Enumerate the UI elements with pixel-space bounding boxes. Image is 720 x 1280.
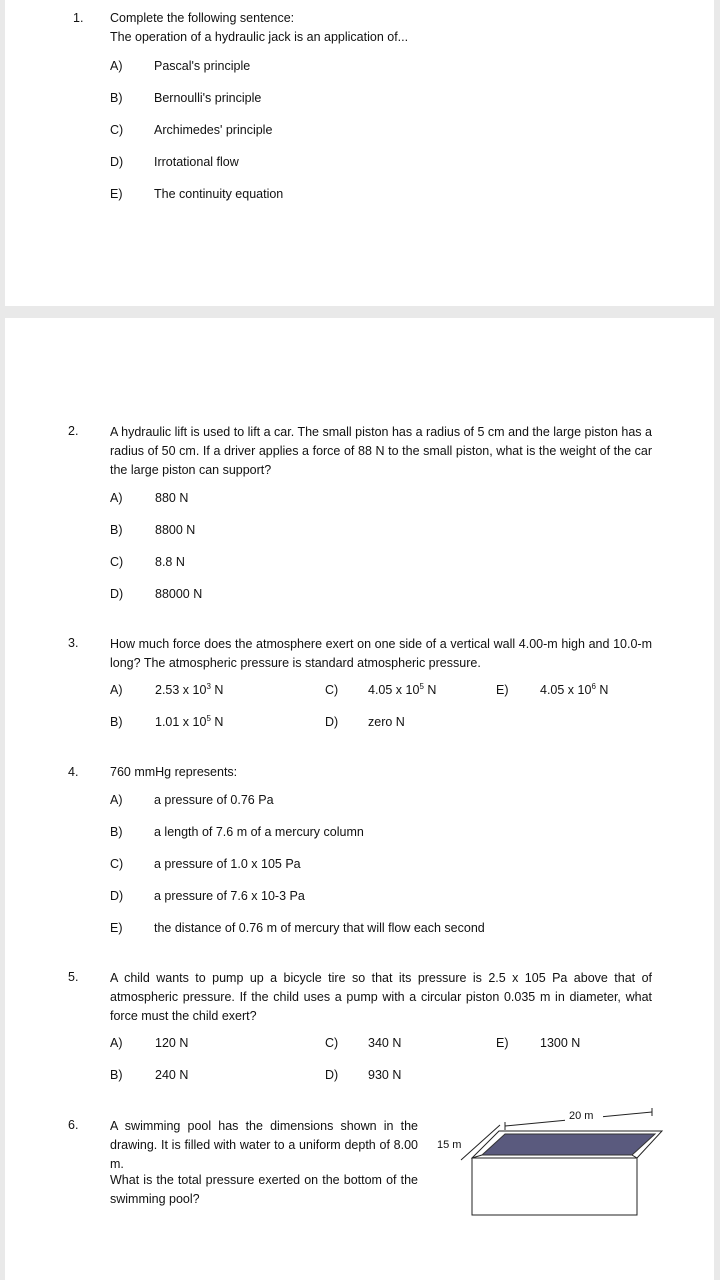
q1-option-b-letter: B)	[110, 91, 123, 105]
q4-option-b-letter: B)	[110, 825, 123, 839]
q3-option-e-letter: E)	[496, 683, 509, 697]
q3-option-e-text: 4.05 x $10^6$ N	[540, 681, 609, 697]
q3-option-a-text: 2.53 x $10^3$ N	[155, 681, 224, 697]
pool-box-front	[472, 1158, 637, 1215]
q1-option-e-letter: E)	[110, 187, 123, 201]
q4-option-e-letter: E)	[110, 921, 123, 935]
q1-option-c-letter: C)	[110, 123, 124, 137]
question-1-line-1: Complete the following sentence:	[110, 11, 295, 25]
q5-option-c-text: 340 N	[368, 1036, 402, 1050]
q5-option-e-text: 1300 N	[540, 1036, 581, 1050]
question-2-text: A hydraulic lift is used to lift a car. The small piston has a radius of 5 cm and the large piston has a radius of 50 cm. If a driver applies a force of 88 N to the small piston, what is the weight of the car the large piston can support?	[110, 425, 652, 477]
q4-option-c-text: a pressure of 1.0 x 105 Pa	[154, 857, 301, 871]
q4-option-c-letter: C)	[110, 857, 124, 871]
q4-option-a-text: a pressure of 0.76 Pa	[154, 793, 274, 807]
question-3-number: 3.	[68, 636, 79, 650]
q2-option-c-text: 8.8 N	[155, 555, 185, 569]
q4-option-e-text: the distance of 0.76 m of mercury that will flow each second	[154, 921, 485, 935]
question-1-line-2: The operation of a hydraulic jack is an application of...	[110, 30, 409, 44]
q3-option-c-letter: C)	[325, 683, 339, 697]
q3-option-b-text: 1.01 x $10^5$ N	[155, 713, 224, 729]
swimming-pool-figure	[425, 1108, 665, 1220]
q2-option-c-letter: C)	[110, 555, 124, 569]
q4-option-b-text: a length of 7.6 m of a mercury column	[154, 825, 364, 839]
q5-option-b-text: 240 N	[155, 1068, 189, 1082]
q5-option-d-text: 930 N	[368, 1068, 402, 1082]
q5-option-e-letter: E)	[496, 1036, 509, 1050]
q1-option-b-text: Bernoulli's principle	[154, 91, 262, 105]
q3-option-d-letter: D)	[325, 715, 339, 729]
q5-option-c-letter: C)	[325, 1036, 339, 1050]
page-2	[5, 318, 714, 1280]
pool-water	[482, 1134, 655, 1155]
q1-option-a-letter: A)	[110, 59, 123, 73]
q5-option-d-letter: D)	[325, 1068, 339, 1082]
q3-option-a-letter: A)	[110, 683, 123, 697]
q4-option-d-text: a pressure of 7.6 x 10-3 Pa	[154, 889, 305, 903]
q1-option-e-text: The continuity equation	[154, 187, 284, 201]
q1-option-d-letter: D)	[110, 155, 124, 169]
q2-option-d-letter: D)	[110, 587, 124, 601]
question-6-text: A swimming pool has the dimensions shown in the drawing. It is filled with water to a uniform depth of 8.00 m.	[110, 1119, 418, 1171]
q3-option-d-text: zero N	[368, 715, 405, 729]
depth-label: 15 m	[437, 1139, 462, 1151]
question-5-number: 5.	[68, 970, 79, 984]
question-2-number: 2.	[68, 424, 79, 438]
q3-option-c-text: 4.05 x $10^5$ N	[368, 681, 437, 697]
q1-option-d-text: Irrotational flow	[154, 155, 239, 169]
q4-option-d-letter: D)	[110, 889, 124, 903]
q1-option-a-text: Pascal's principle	[154, 59, 251, 73]
q5-option-b-letter: B)	[110, 1068, 123, 1082]
question-1-number: 1.	[73, 11, 84, 25]
q2-option-a-text: 880 N	[155, 491, 189, 505]
question-6-number: 6.	[68, 1118, 79, 1132]
q3-option-b-letter: B)	[110, 715, 123, 729]
question-4-text: 760 mmHg represents:	[110, 765, 238, 779]
q4-option-a-letter: A)	[110, 793, 123, 807]
q2-option-b-text: 8800 N	[155, 523, 196, 537]
q2-option-a-letter: A)	[110, 491, 123, 505]
q5-option-a-text: 120 N	[155, 1036, 189, 1050]
q2-option-d-text: 88000 N	[155, 587, 203, 601]
q5-option-a-letter: A)	[110, 1036, 123, 1050]
width-label: 20 m	[569, 1110, 594, 1122]
question-6-text-2: What is the total pressure exerted on the bottom of the swimming pool?	[110, 1173, 418, 1206]
question-4-number: 4.	[68, 765, 79, 779]
question-3-text: How much force does the atmosphere exert on one side of a vertical wall 4.00-m high and 10.0-m long? The atmospheric pressure is standard atmospheric pressure.	[110, 637, 652, 670]
q2-option-b-letter: B)	[110, 523, 123, 537]
question-5-text: A child wants to pump up a bicycle tire so that its pressure is 2.5 x 105 Pa above that of atmospheric pressure. If the child uses a pump with a circular piston 0.035 m in diameter, what force must the child exert?	[110, 971, 652, 1023]
q1-option-c-text: Archimedes' principle	[154, 123, 273, 137]
page-1	[5, 0, 714, 306]
